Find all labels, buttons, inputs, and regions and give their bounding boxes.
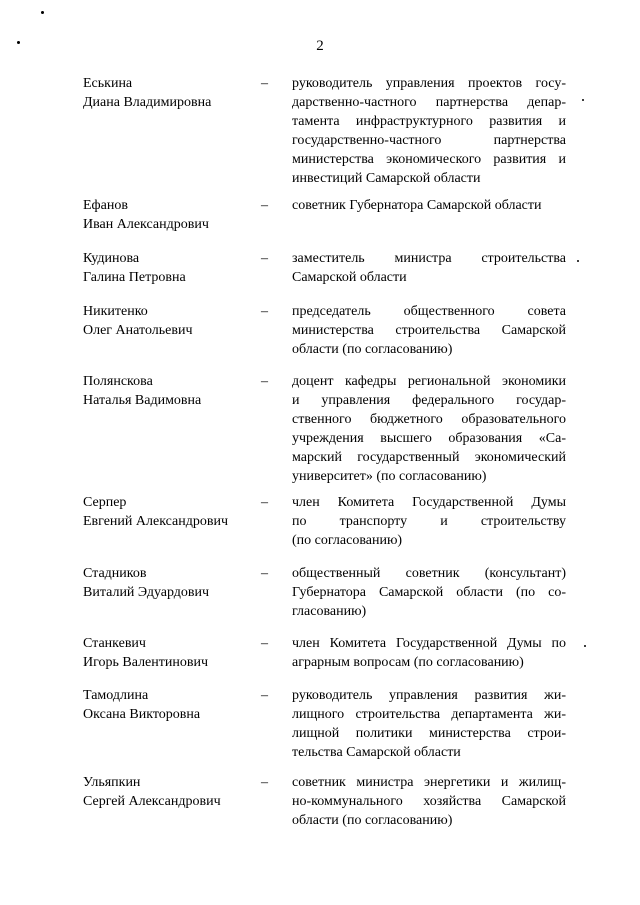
member-name: [83, 634, 253, 672]
member-position: [292, 634, 566, 672]
separator-dash: –: [261, 688, 268, 703]
member-name: [83, 302, 253, 340]
position-line: но-коммунального хозяйства Самарской: [292, 794, 566, 809]
member-given-names: Иван Александрович: [83, 217, 209, 232]
position-line: инвестиций Самарской области: [292, 171, 481, 186]
separator-dash: –: [261, 251, 268, 266]
position-line: министерства строительства Самарской: [292, 323, 566, 338]
position-line: член Комитета Государственной Думы: [292, 495, 566, 510]
position-line: университет» (по согласованию): [292, 469, 487, 484]
member-given-names: Игорь Валентинович: [83, 655, 209, 670]
member-name: [83, 686, 253, 724]
member-position: [292, 74, 566, 188]
member-position: [292, 773, 566, 830]
member-position: [292, 196, 566, 215]
member-surname: Станкевич: [83, 636, 146, 651]
separator-dash: –: [261, 775, 268, 790]
member-surname: Ефанов: [83, 198, 128, 213]
position-line: области (по согласованию): [292, 342, 453, 357]
position-line: министерства экономического развития и: [292, 152, 566, 167]
member-given-names: Олег Анатольевич: [83, 323, 193, 338]
position-line: председатель общественного совета: [292, 304, 566, 319]
position-line: руководитель управления проектов госу-: [292, 76, 566, 91]
member-given-names: Оксана Викторовна: [83, 707, 201, 722]
separator-dash: –: [261, 76, 268, 91]
separator-dash: –: [261, 304, 268, 319]
position-line: марский государственный экономический: [292, 450, 566, 465]
scan-speck: [582, 99, 584, 101]
member-position: [292, 564, 566, 621]
position-line: советник Губернатора Самарской области: [292, 198, 542, 213]
position-line: тельства Самарской области: [292, 745, 461, 760]
position-line: гласованию): [292, 604, 367, 619]
position-line: тамента инфраструктурного развития и: [292, 114, 566, 129]
member-surname: Еськина: [83, 76, 133, 91]
member-name: [83, 564, 253, 602]
member-surname: Ульяпкин: [83, 775, 141, 790]
separator-dash: –: [261, 198, 268, 213]
separator-dash: –: [261, 495, 268, 510]
position-line: аграрным вопросам (по согласованию): [292, 655, 524, 670]
member-position: [292, 493, 566, 550]
member-surname: Стадников: [83, 566, 147, 581]
scan-speck: [41, 11, 44, 14]
position-line: руководитель управления развития жи-: [292, 688, 566, 703]
member-given-names: Евгений Александрович: [83, 514, 229, 529]
position-line: Самарской области: [292, 270, 407, 285]
member-given-names: Наталья Вадимовна: [83, 393, 202, 408]
position-line: общественный советник (консультант): [292, 566, 566, 581]
position-line: по транспорту и строительству: [292, 514, 566, 529]
position-line: доцент кафедры региональной экономики: [292, 374, 566, 389]
scan-speck: [584, 645, 586, 647]
member-position: [292, 302, 566, 359]
position-line: государственно-частного партнерства: [292, 133, 566, 148]
member-name: [83, 773, 253, 811]
member-given-names: Диана Владимировна: [83, 95, 212, 110]
member-name: [83, 196, 253, 234]
position-line: учреждения высшего образования «Са-: [292, 431, 566, 446]
separator-dash: –: [261, 636, 268, 651]
separator-dash: –: [261, 374, 268, 389]
member-given-names: Сергей Александрович: [83, 794, 221, 809]
page-number: 2: [316, 38, 324, 54]
member-position: [292, 686, 566, 762]
member-name: [83, 74, 253, 112]
position-line: дарственно-частного партнерства депар-: [292, 95, 566, 110]
position-line: области (по согласованию): [292, 813, 453, 828]
member-name: [83, 249, 253, 287]
position-line: (по согласованию): [292, 533, 403, 548]
member-surname: Серпер: [83, 495, 127, 510]
position-line: лищного строительства департамента жи-: [292, 707, 566, 722]
position-line: советник министра энергетики и жилищ-: [292, 775, 566, 790]
position-line: и управления федерального государ-: [292, 393, 566, 408]
position-line: Губернатора Самарской области (по со-: [292, 585, 566, 600]
separator-dash: –: [261, 566, 268, 581]
member-position: [292, 372, 566, 486]
member-surname: Полянскова: [83, 374, 153, 389]
position-line: ственного бюджетного образовательного: [292, 412, 566, 427]
position-line: член Комитета Государственной Думы по: [292, 636, 566, 651]
scan-speck: [577, 260, 579, 262]
member-surname: Кудинова: [83, 251, 140, 266]
member-name: [83, 372, 253, 410]
member-surname: Никитенко: [83, 304, 148, 319]
member-name: [83, 493, 253, 531]
member-given-names: Виталий Эдуардович: [83, 585, 210, 600]
member-surname: Тамодлина: [83, 688, 149, 703]
member-position: [292, 249, 566, 287]
position-line: заместитель министра строительства: [292, 251, 566, 266]
member-given-names: Галина Петровна: [83, 270, 186, 285]
position-line: лищной политики министерства строи-: [292, 726, 566, 741]
